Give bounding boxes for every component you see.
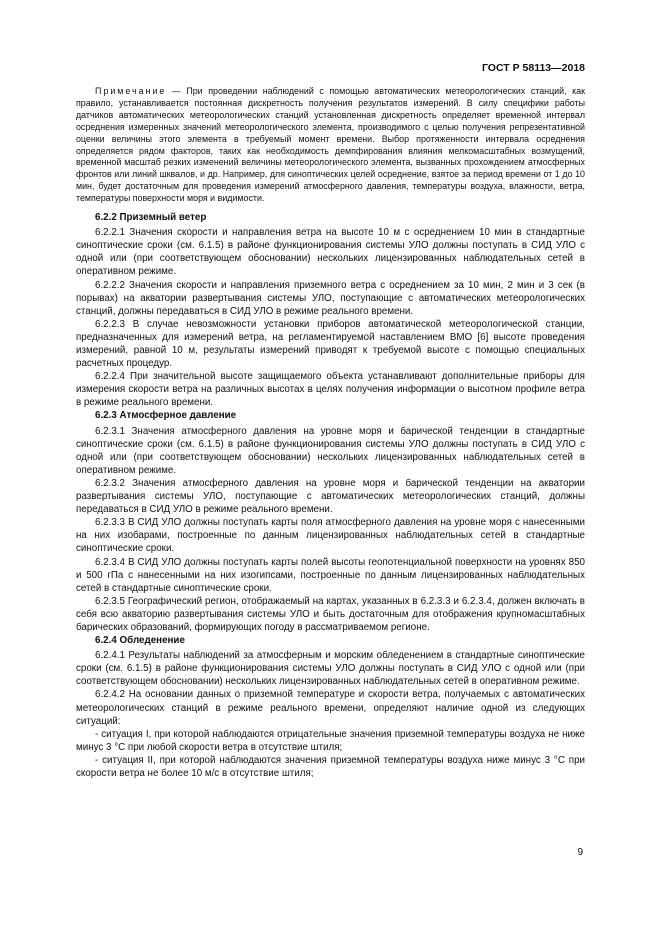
note-text: — При проведении наблюдений с помощью автоматических метеорологических станций, как правило, устанавливается постоянная дискретность получения результатов измерений. В силу специфики работы датчиков автоматических метеорологических станций установленная дискретность определяет временной интервал осреднения измеренных значений метеорологического элемента, производимого с целью получения репрезентативной оценки величины этого элемента в требуемый момент времени. Выбор протяженности интервала осреднения определяется рядом факторов, таких как необходимость демпфирования влияния мелкомасштабных возмущений, временной масштаб резких изменений величины метеорологического элемента, вызванных прохождением атмосферных фронтов или линий шквалов, и др. Например, для синоптических целей осреднение, взятое за период времени от 1 до 10 мин, будет достаточным для проведения измерений атмосферного давления, температуры воздуха, влажности, ветра, температуры поверхности моря и видимости. xyxy=(76,86,585,204)
list-item: - ситуация II, при которой наблюдаются значения приземной температуры воздуха ниже минус 3 °С при скорости ветра не более 10 м/с в отсутствие штиля; xyxy=(76,754,585,779)
paragraph: 6.2.3.5 Географический регион, отображаемый на картах, указанных в 6.2.3.3 и 6.2.3.4, должен включать в себя всю акваторию развертывания системы УЛО и быть достаточным для отображения крупномасштабных барических образований, формирующих погоду в рассматриваемом регионе. xyxy=(76,595,585,633)
document-header: ГОСТ Р 58113—2018 xyxy=(481,62,585,74)
paragraph: 6.2.3.2 Значения атмосферного давления на уровне моря и барической тенденции на акватории развертывания системы УЛО, поступающие с автоматических метеорологических станций, должны передаваться в СИД УЛО в режиме реального времени. xyxy=(76,477,585,516)
paragraph: 6.2.2.3 В случае невозможности установки приборов автоматической метеорологической станции, предназначенных для измерений ветра, на регламентируемой наставлением ВМО [6] высоте проведения измерений, равной 10 м, результаты измерений приводят к требуемой высоте с помощью специальных расчетных процедур. xyxy=(76,318,585,370)
paragraph: 6.2.3.1 Значения атмосферного давления на уровне моря и барической тенденции в стандартные синоптические сроки (см. 6.1.5) в районе функционирования системы УЛО должны поступать в СИД УЛО с одной или (при соответствующем обосновании) нескольких лицензированных наблюдательных сетей в оперативном режиме. xyxy=(76,425,585,476)
paragraph: 6.2.3.3 В СИД УЛО должны поступать карты поля атмосферного давления на уровне моря с нанесенными на них изобарами, построенные по данным лицензированных наблюдательных сетей в стандартные синоптические сроки. xyxy=(76,517,585,555)
section-heading-wind: 6.2.2 Приземный ветер xyxy=(95,212,207,224)
list-item: - ситуация I, при которой наблюдаются отрицательные значения приземной температуры воздуха не ниже минус 3 °С при любой скорости ветра в отсутствие штиля; xyxy=(76,728,585,753)
paragraph: 6.2.2.2 Значения скорости и направления приземного ветра с осреднением за 10 мин, 2 мин и 3 сек (в порывах) на акватории развертывания системы УЛО, поступающие с автоматических метеорологических станций, должны передаваться в СИД УЛО в режиме реального времени. xyxy=(76,279,585,317)
paragraph: 6.2.2.4 При значительной высоте защищаемого объекта устанавливают дополнительные приборы для измерения скорости ветра на различных высотах в целях получения информации о высотном профиле ветра в режиме реального времени. xyxy=(76,371,585,409)
paragraph: 6.2.4.2 На основании данных о приземной температуре и скорости ветра, получаемых с автоматических метеорологических станций в режиме реального времени, определяют наличие одной из следующих ситуаций: xyxy=(76,689,585,727)
page-number: 9 xyxy=(577,847,583,858)
paragraph: 6.2.3.4 В СИД УЛО должны поступать карты полей высоты геопотенциальной поверхности на уровнях 850 и 500 гПа с нанесенными на них изогипсами, построенные по данным лицензированных наблюдательных сетей в стандартные синоптические сроки. xyxy=(76,556,585,594)
note-paragraph xyxy=(76,86,585,205)
section-heading-pressure: 6.2.3 Атмосферное давление xyxy=(95,410,237,422)
page-body xyxy=(76,86,585,780)
paragraph: 6.2.4.1 Результаты наблюдений за атмосферным и морским обледенением в стандартные синоптические сроки (см. 6.1.5) в районе функционирования системы УЛО должны поступать в СИД УЛО с одной или (при соответствующем обосновании) нескольких лицензированных наблюдательных сетей в оперативном режиме. xyxy=(76,650,585,688)
note-label: Примечание xyxy=(95,86,167,96)
section-heading-icing: 6.2.4 Обледенение xyxy=(95,635,185,647)
paragraph: 6.2.2.1 Значения скорости и направления ветра на высоте 10 м с осреднением 10 мин в стандартные синоптические сроки (см. 6.1.5) в районе функционирования системы УЛО должны поступать в СИД УЛО с одной или (при соответствующем обосновании) нескольких лицензированных наблюдательных сетей в оперативном режиме. xyxy=(76,227,585,278)
